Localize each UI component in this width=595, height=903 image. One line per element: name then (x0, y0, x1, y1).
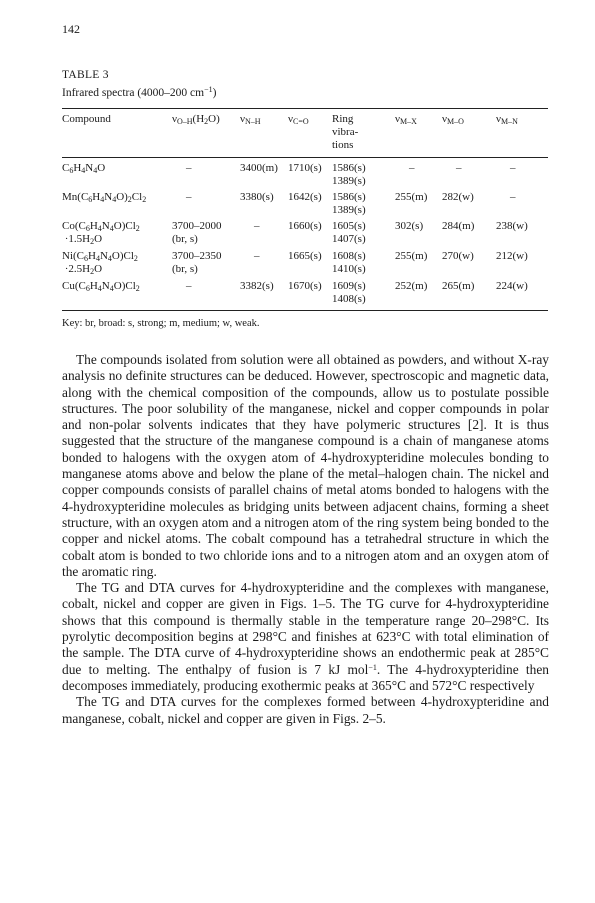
table-cell-mo: 270(w) (442, 250, 474, 262)
table-top-rule (62, 108, 548, 109)
paragraph: The compounds isolated from solution were all obtained as powders, and without X-ray analysis no definite structures can be deduced. However, spectroscopic and magnetic data, along with the chemical composition of the compounds, allow us to postulate possible structures. The poor solubility of the manganese, nickel and copper compounds in polar and non-polar solvents indicates that they have polymeric structures [2]. It is thus suggested that the structure of the manganese compound is a chain of manganese atoms bonded to halogens with the oxygen atom of 4-hydroxypteridine molecules bonding to manganese atoms above and below the plane of the metal–halogen chain. The nickel and copper compounds consists of parallel chains of metal atoms bonded to halogens with the 4-hydroxypteridine molecules as bridging units between adjacent chains, forming a sheet structure, with an oxygen atom and a nitrogen atom of the ring system being bonded to the copper and nickel atoms. The cobalt compound has a tetrahedral structure in which the cobalt atom is bonded to two chloride ions and to a nitrogen atom and an oxygen atom of the aromatic ring. (62, 352, 549, 579)
table-cell-compound: $Cu(C_6H_4N_4O)Cl_2$ (62, 280, 140, 293)
table-cell-mx: 255(m) (395, 191, 428, 203)
table-cell-nh: 3380(s) (240, 191, 274, 203)
table-cell-mo: – (456, 162, 462, 174)
paragraph: The TG and DTA curves for the complexes formed between 4-hydroxypteridine and manganese, cobalt, nickel and copper are given in Figs. 2–5. (62, 694, 549, 726)
table-label: TABLE 3 (62, 69, 109, 81)
table-cell-mx: 252(m) (395, 280, 428, 292)
table-cell-oh: – (186, 191, 192, 203)
header-oh: $\nu_{O-H}(H_2O)$ (172, 113, 220, 126)
table-cell-mo: 284(m) (442, 220, 475, 232)
table-cell-mo: 265(m) (442, 280, 475, 292)
table-key: Key: br, broad: s, strong; m, medium; w, weak. (62, 318, 260, 329)
table-cell-co: 1660(s) (288, 220, 322, 232)
paragraph: The TG and DTA curves for 4-hydroxypteridine and the complexes with manganese, cobalt, nickel and copper are given in Figs. 1–5. The TG curve for 4-hydroxypteridine shows that this compound is thermally stable in the temperature range 20–298°C. Its pyrolytic decomposition begins at 298°C and finishes at 623°C with total elimination of the sample. The DTA curve of 4-hydroxypteridine shows an endothermic peak at 285°C due to melting. The enthalpy of fusion is 7 kJ mol$^{-1}$. The 4-hydroxypteridine then decomposes immediately, producing exothermic peaks at 365°C and 572°C respectively (62, 580, 549, 693)
table-cell-mn: 212(w) (496, 250, 528, 262)
header-mo: $\nu_{M-O}$ (442, 113, 464, 126)
table-cell-compound: $Mn(C_6H_4N_4O)_2Cl_2$ (62, 191, 147, 204)
table-bottom-rule (62, 310, 548, 311)
header-co: $\nu_{C=O}$ (288, 113, 309, 126)
table-cell-compound: $Ni(C_6H_4N_4O)Cl_2$ $\cdot 2.5H_2O$ (62, 250, 138, 276)
table-cell-oh: 3700–2000 (br, s) (172, 220, 222, 245)
table-cell-co: 1665(s) (288, 250, 322, 262)
table-cell-mn: 238(w) (496, 220, 528, 232)
table-cell-ring: 1586(s) 1389(s) (332, 162, 366, 187)
table-cell-mo: 282(w) (442, 191, 474, 203)
table-cell-ring: 1608(s) 1410(s) (332, 250, 366, 275)
table-cell-ring: 1605(s) 1407(s) (332, 220, 366, 245)
table-cell-mx: 302(s) (395, 220, 424, 232)
page-number: 142 (62, 22, 80, 36)
header-compound: Compound (62, 113, 111, 125)
table-header-rule (62, 157, 548, 158)
table-cell-mn: 224(w) (496, 280, 528, 292)
table-cell-mx: – (409, 162, 415, 174)
table-cell-oh: – (186, 280, 192, 292)
table-caption: Infrared spectra (4000–200 $cm^{-1}$) (62, 85, 217, 99)
table-cell-oh: 3700–2350 (br, s) (172, 250, 222, 275)
table-cell-compound: $C_6H_4N_4O$ (62, 162, 106, 175)
table-cell-nh: 3400(m) (240, 162, 278, 174)
header-nh: $\nu_{N-H}$ (240, 113, 261, 126)
table-cell-nh: 3382(s) (240, 280, 274, 292)
body-text (62, 352, 549, 727)
table-cell-co: 1670(s) (288, 280, 322, 292)
table-cell-mn: – (510, 191, 516, 203)
table-cell-ring: 1586(s) 1389(s) (332, 191, 366, 216)
table-cell-compound: $Co(C_6H_4N_4O)Cl_2$ $\cdot 1.5H_2O$ (62, 220, 140, 246)
table-cell-co: 1710(s) (288, 162, 322, 174)
table-cell-mx: 255(m) (395, 250, 428, 262)
table-cell-mn: – (510, 162, 516, 174)
table-cell-ring: 1609(s) 1408(s) (332, 280, 366, 305)
table-cell-oh: – (186, 162, 192, 174)
header-mn: $\nu_{M-N}$ (496, 113, 518, 126)
table-cell-nh: – (254, 250, 260, 262)
header-ring: Ring vibra- tions (332, 113, 359, 151)
table-cell-nh: – (254, 220, 260, 232)
table-cell-co: 1642(s) (288, 191, 322, 203)
header-mx: $\nu_{M-X}$ (395, 113, 417, 126)
